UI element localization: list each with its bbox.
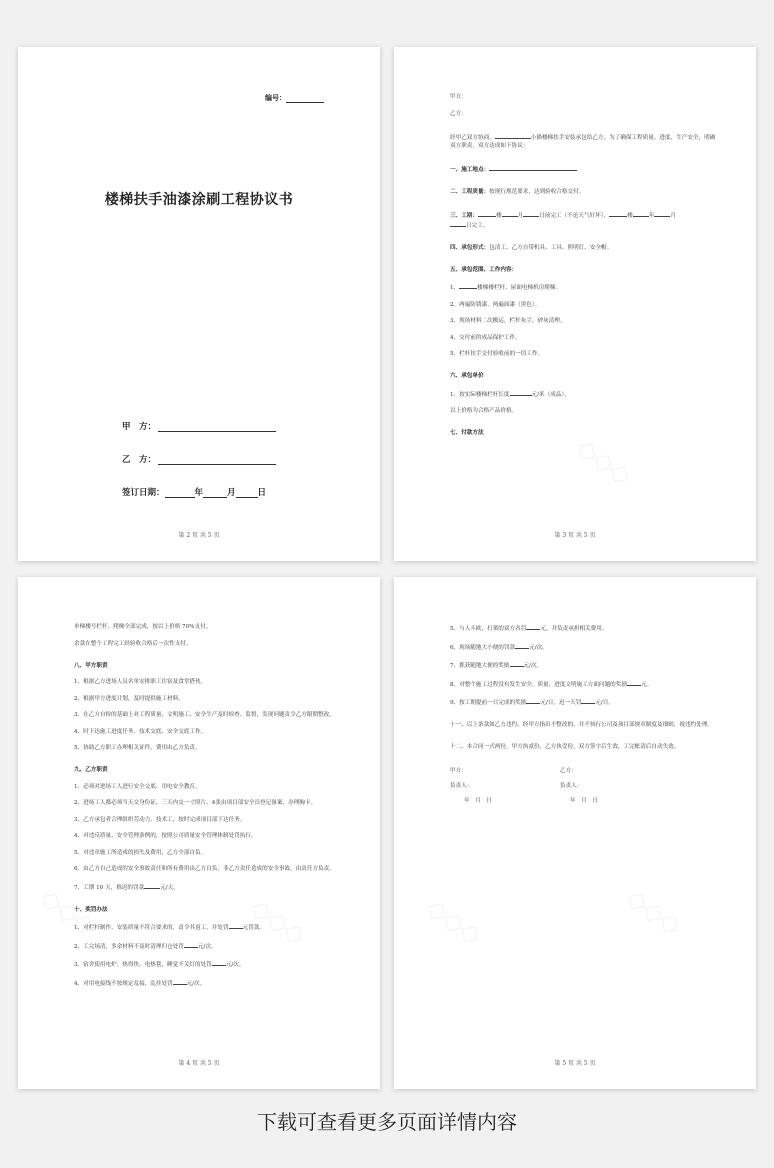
- list-item-unit: 元/次。: [225, 962, 245, 968]
- blank: [609, 210, 627, 217]
- section-4: [450, 244, 716, 252]
- section-11: 十一、以上条款如乙方违约，经甲方指出不整改的，并不执行公司及项目部规章制度及细则，视违约处理。: [450, 722, 713, 728]
- list-item-unit: 元。: [640, 681, 653, 688]
- responsible-a: 负责人：: [450, 783, 473, 789]
- signing-date-field: [122, 486, 266, 498]
- sign-party-a: 甲方：: [450, 768, 467, 774]
- list-item-unit: 元/次。: [186, 980, 206, 987]
- responsible-b: 负责人：: [560, 783, 583, 789]
- signature-block: [450, 767, 716, 812]
- payment-line: 单梯楼号栏杆、爬梯全部完成，按以上价格 70%支付。: [74, 624, 212, 630]
- list-item: 1、根据乙方进场人员名单安排职工住宿及食堂搭伙。: [74, 679, 207, 685]
- page-2-body: [450, 93, 716, 446]
- list-item-text: 5、与人斗欧，打架的双方各罚: [450, 626, 527, 632]
- list-item: 4、对违反质量、安全管理条例的，按照公司质量安全管理体制处罚执行。: [74, 833, 257, 839]
- list-item: [74, 941, 340, 951]
- list-item-unit: 元/次。: [197, 943, 217, 950]
- watermark: [621, 883, 687, 942]
- signing-date-label: 签订日期：: [122, 488, 165, 498]
- blank: [515, 642, 529, 649]
- list-item-unit: 元，并负责承担相关费用。: [540, 626, 608, 632]
- section-9-title: 九、乙方职责: [74, 767, 108, 773]
- blank: [144, 882, 160, 889]
- download-caption: 下载可查看更多页面详情内容: [257, 1110, 517, 1134]
- document-title: 楼梯扶手油漆涂刷工程协议书: [104, 192, 294, 208]
- blank: [184, 941, 198, 948]
- blank: [510, 389, 532, 396]
- party-a-field: [122, 420, 276, 432]
- party-a-label: 甲 方：: [122, 422, 157, 432]
- responsible-row: [450, 782, 716, 797]
- blank: [627, 679, 641, 686]
- preamble: [450, 132, 716, 150]
- floor-label-2: 楼: [627, 212, 633, 219]
- blank: [459, 282, 477, 289]
- list-item-unit: 元/日。: [595, 700, 614, 706]
- document-page-2: [394, 47, 756, 561]
- blank: [478, 210, 496, 217]
- document-page-4: [394, 577, 756, 1089]
- year-blank: [165, 489, 195, 498]
- section-3-title: 三、工期：: [450, 212, 478, 219]
- section-6-title: 六、承包单价: [450, 373, 484, 379]
- list-item-text: 4、对用电接线不按规定乱接、乱挂处罚: [74, 980, 173, 987]
- list-item: 6、由乙方自己造成的安全事故责任和所有费用由乙方自负，非乙方责任造成的安全事故，由责任方负责。: [74, 866, 335, 872]
- blank: [489, 164, 577, 171]
- party-b-label: 乙 方：: [122, 455, 157, 465]
- page-number: 第 3 页 共 5 页: [554, 532, 596, 539]
- blank: [523, 210, 539, 217]
- list-item: [450, 623, 716, 633]
- document-page-3: [18, 577, 380, 1089]
- unit-price-text: 1、按实际楼梯栏杆长度: [450, 391, 510, 398]
- section-2-text: 按现行规范要求，达到验收合格交付。: [489, 188, 585, 195]
- list-item: 5、对违章施工所造成的损失及费用，乙方全部自负。: [74, 849, 207, 856]
- month-label: 月: [227, 488, 236, 498]
- list-item: 2、进场工人都必须当天交身份证，三天内交一寸照片、4张由项目部安全员登记备案，办理胸卡。: [74, 800, 317, 806]
- list-item-unit: 元/天。: [160, 884, 179, 891]
- list-item-prefix: 1、: [450, 285, 460, 291]
- section-4-text: 包清工、乙方自带机具、工具、照明灯、安全帽。: [489, 244, 613, 251]
- list-item: 3、乙方承包者合理组织劳动力、技术工，按时完成项目部下达任务。: [74, 816, 246, 823]
- list-item: [74, 922, 340, 932]
- deadline-text: 日前完工（不论天气好坏），: [539, 212, 610, 219]
- list-item-text: 楼梯楼栏杆、屋面电梯机房爬梯。: [477, 285, 562, 291]
- date-row: [450, 797, 716, 812]
- page-number: 第 2 页 共 5 页: [178, 532, 220, 539]
- party-a-line: 甲方：: [450, 94, 467, 100]
- day-blank: [236, 489, 258, 498]
- list-item: [450, 660, 716, 670]
- section-12: 十二、本合同一式两份，甲方执贰份，乙方执壹份，双方签字后生效，工完帐清后自动失效。: [450, 744, 680, 750]
- list-item-text: 7、抓获随地大便的奖励: [450, 663, 510, 669]
- list-item: [450, 642, 716, 652]
- payment-line: 余款在整个工程完工经验收合格后一次性支付。: [74, 640, 192, 647]
- party-b-blank: [158, 456, 276, 465]
- day-label: 日: [257, 488, 267, 498]
- list-item-text: 7、工期 10 天，推迟的罚款: [74, 884, 145, 891]
- list-item: 5、栏杆扶手交付验收前的一切工作。: [450, 351, 544, 357]
- section-2-title: 二、工程质量：: [450, 188, 490, 195]
- list-item-text: 1、对栏杆制作、安装质量不符合要求的，责令其返工，并处罚: [74, 925, 229, 931]
- list-item-unit: 元罚款。: [242, 925, 265, 931]
- floor-label: 楼: [495, 212, 502, 219]
- list-item-text: 2、工完场清，多余材料不及时清理归仓处罚: [74, 943, 184, 950]
- price-note: 以上价格为合格产品价格。: [450, 408, 518, 414]
- section-5-title: 五、承包范围、工作内容：: [450, 266, 518, 273]
- blank: [510, 660, 524, 667]
- list-item: 4、交付前的成品保护工作。: [450, 334, 521, 341]
- list-item: 2、根据甲方进度计划，及时提供施工材料。: [74, 695, 184, 702]
- document-number-blank: [286, 95, 324, 103]
- list-item: [74, 882, 340, 892]
- year-label: 年: [194, 488, 204, 498]
- completion-text: 日完工。: [466, 222, 489, 229]
- blank: [633, 210, 649, 217]
- month-label-2: 月: [670, 212, 676, 219]
- list-item: 3、现场材料二次搬运，栏杆灰尘、砂灰清理。: [450, 318, 566, 324]
- list-item: 5、协助乙方职工办理相关证件，费用由乙方负责。: [74, 745, 201, 751]
- section-10-title: 十、奖罚办法: [74, 906, 108, 913]
- section-4-title: 四、承包形式：: [450, 244, 490, 251]
- preamble-start: 经甲乙双方协商，: [450, 134, 495, 141]
- list-item-text: 8、对整个施工过程没有发生安全、质量、进度文明施工方面问题的奖励: [450, 681, 627, 688]
- list-item-text: 9、按工期提前一日完成的奖励: [450, 700, 527, 706]
- unit-price-unit: 元/米（成品）。: [531, 391, 570, 398]
- blank: [654, 210, 670, 217]
- section-2: [450, 188, 716, 196]
- blank: [229, 922, 243, 929]
- document-number: [265, 93, 324, 103]
- party-b-field: [122, 453, 276, 465]
- section-7-title: 七、付款方法: [450, 430, 484, 436]
- watermark: [421, 893, 487, 952]
- blank: [495, 132, 531, 139]
- page-3-body: [74, 623, 340, 996]
- list-item-text-2: 元/日，迟一天罚: [540, 700, 582, 706]
- page-number: 第 4 页 共 5 页: [178, 1060, 220, 1067]
- section-3: [450, 210, 716, 230]
- blank: [173, 978, 187, 985]
- list-item: [450, 697, 716, 707]
- blank: [581, 697, 595, 704]
- blank: [526, 697, 540, 704]
- signature-row: [450, 767, 716, 782]
- blank: [502, 210, 518, 217]
- page-4-body: [450, 623, 716, 812]
- sign-party-b: 乙方：: [560, 768, 577, 774]
- list-item: [74, 978, 340, 988]
- year-label: 年: [648, 212, 655, 219]
- document-number-label: 编号：: [265, 94, 286, 102]
- list-item: [450, 282, 716, 292]
- list-item: 3、在乙方自检的基础上对工程质量、文明施工、安全生产及时检查、监督，发现问题责令乙方限期整改。: [74, 712, 335, 718]
- date-b: 年 月 日: [570, 798, 598, 804]
- list-item-text: 6、现场随地大小便的罚款: [450, 644, 516, 651]
- section-8-title: 八、甲方职责: [74, 662, 108, 669]
- page-number: 第 5 页 共 5 页: [554, 1060, 596, 1067]
- document-page-cover: [18, 47, 380, 561]
- date-a: 年 月 日: [464, 798, 492, 804]
- party-b-line: 乙方：: [450, 110, 467, 117]
- list-item: 1、必须对进场工人进行安全交底、用电安全教育。: [74, 783, 201, 790]
- list-item-unit: 元/次。: [529, 644, 548, 651]
- month-label: 月: [517, 212, 524, 219]
- list-item: 4、时下达施工进度任务、技术交底、安全交底工作。: [74, 728, 207, 735]
- month-blank: [203, 489, 227, 498]
- unit-price-line: [450, 389, 716, 399]
- list-item-text: 3、宿舍使用电炉、热得快、电热毯，睡觉不关灯的处罚: [74, 962, 212, 968]
- list-item: [450, 679, 716, 689]
- party-a-blank: [158, 423, 276, 432]
- blank: [450, 220, 466, 227]
- preamble-rest: 小描楼梯扶手安装承包给乙方，为了确保工程质量、进度、生产安全，明确双方职责，双方达成如下协议：: [450, 134, 716, 149]
- list-item-unit: 元/次。: [523, 663, 543, 669]
- list-item: 2、两遍防锈漆、两遍面漆（黑色）。: [450, 301, 541, 308]
- section-1: [450, 164, 716, 174]
- section-1-title: 一、施工地点：: [450, 166, 490, 173]
- blank: [526, 623, 540, 630]
- blank: [212, 959, 226, 966]
- list-item: [74, 959, 340, 969]
